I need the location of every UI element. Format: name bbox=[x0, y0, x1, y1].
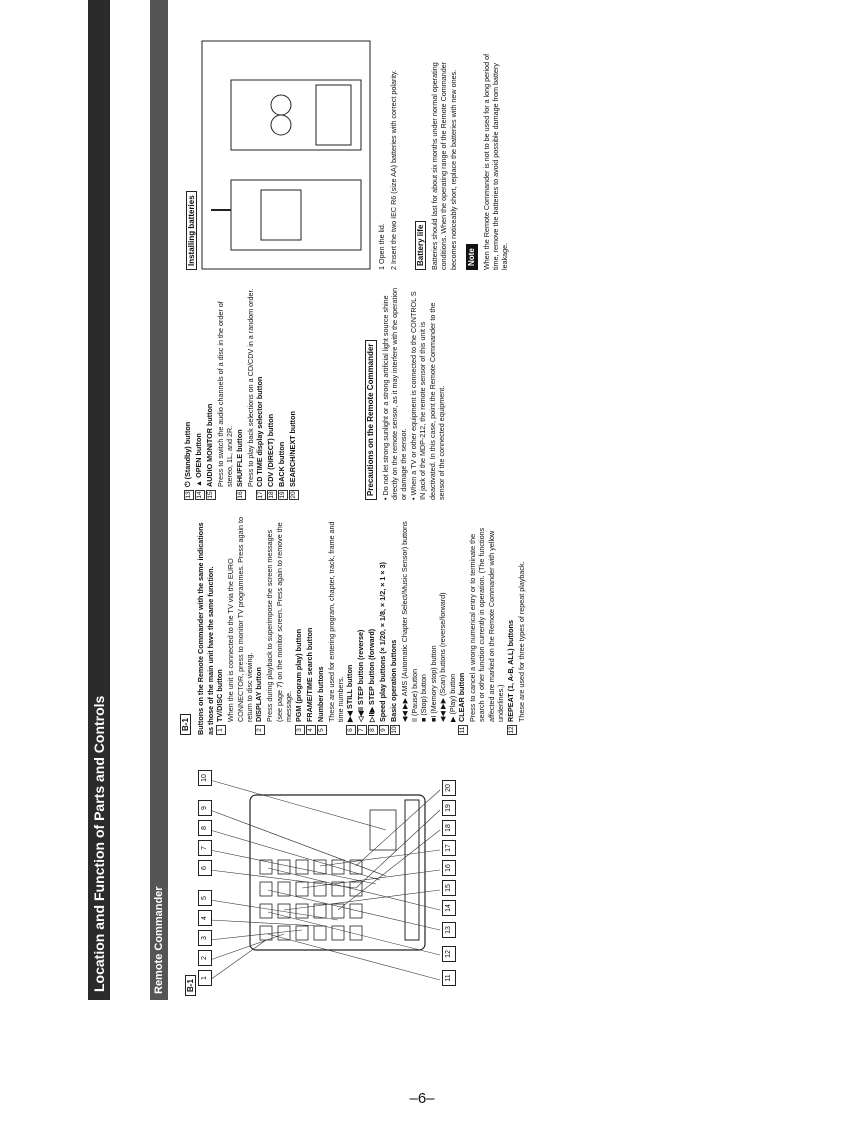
list-item: 15AUDIO MONITOR button Press to switch the audio channels of a disc in the order of stereo, 1L, and 2R. bbox=[205, 301, 235, 499]
list-item: 4FRAME/TIME search button bbox=[305, 515, 316, 735]
list-item: 20SEARCH/NEXT button bbox=[288, 411, 298, 499]
list-item: 19BACK button bbox=[277, 441, 287, 499]
callout-5: 5 bbox=[198, 890, 212, 906]
callout-3: 3 bbox=[198, 930, 212, 946]
list-item: 1TV/DISC button When the unit is connected to the TV via the EURO CONNECTOR, press to monitor TV programmes. Press again to return to disc viewing. bbox=[215, 515, 254, 735]
callout-11: 11 bbox=[442, 970, 456, 986]
callout-12: 12 bbox=[442, 946, 456, 962]
callout-18: 18 bbox=[442, 820, 456, 836]
section-title: Remote Commander bbox=[150, 0, 168, 1000]
list-item: 9Speed play buttons (× 1/20, × 1/8, × 1/2, × 1 × 3) bbox=[378, 515, 389, 735]
callout-1: 1 bbox=[198, 970, 212, 986]
list-item: 18CDV (DIRECT) button bbox=[266, 413, 276, 499]
list-item: 6▶◀ STILL button bbox=[345, 515, 356, 735]
list-item: 5Number buttons These are used for entering program, chapter, track, frame and time numbers. bbox=[316, 515, 346, 735]
list-item: 13⏻ (Standby) button bbox=[183, 421, 192, 499]
page-title: Location and Function of Parts and Controls bbox=[88, 0, 110, 1000]
callout-7: 7 bbox=[198, 840, 212, 856]
column-label: B-1 bbox=[180, 714, 191, 735]
remote-drawing bbox=[180, 750, 470, 1000]
list-item: 14▲ OPEN button bbox=[194, 433, 203, 499]
step-2: 2 Insert the two IEC R6 (size AA) batteries with correct polarity. bbox=[389, 70, 399, 270]
column-buttons-2 bbox=[183, 285, 446, 500]
basic-operation: 10Basic operation buttons ◀◀ ▶▶ AMS (Automatic Chapter Select/Music Sensor) buttons II (Pause) button ■ (Stop) button ■I (Memory stop) button ◀◀ ▶▶ (Scan) buttons (reverse/forward) ▶ (Play) button bbox=[389, 521, 457, 734]
precaution-item: • When a TV or other equipment is connected to the CONTROL S IN jack of the MDP-212, the remote sensor of this unit is deactivated. In this case, point the Remote Commander to the sensor of the connected equipment. bbox=[408, 291, 447, 500]
column-batteries bbox=[180, 40, 510, 270]
step-1: 1 Open the lid. bbox=[376, 223, 386, 270]
battery-life-text: Batteries should last for about six months under normal operating conditions. When the operating range of the Remote Commander becomes noticeably short, replace the batteries with new ones. bbox=[430, 61, 458, 270]
page-number: –6– bbox=[409, 1090, 435, 1107]
callout-13: 13 bbox=[442, 922, 456, 938]
note-badge: Note bbox=[466, 244, 477, 270]
precautions-heading: Precautions on the Remote Commander bbox=[365, 340, 376, 500]
list-item: 8▷II▶ STEP button (forward) bbox=[367, 515, 378, 735]
callout-4: 4 bbox=[198, 910, 212, 926]
intro-text: Buttons on the Remote Commander with the same indications as those of the main unit have the same function. bbox=[196, 522, 215, 735]
note-text: When the Remote Commander is not to be used for a long period of time, remove the batteries to avoid possible damage from battery leakage. bbox=[481, 53, 510, 270]
callout-15: 15 bbox=[442, 880, 456, 896]
rotated-sheet bbox=[88, 0, 845, 1000]
callout-9: 9 bbox=[198, 800, 212, 816]
battery-illustration bbox=[201, 40, 371, 270]
callout-16: 16 bbox=[442, 860, 456, 876]
column-buttons-1 bbox=[180, 515, 526, 735]
list-item: 3PGM (program play) button bbox=[294, 515, 305, 735]
callout-2: 2 bbox=[198, 950, 212, 966]
callout-8: 8 bbox=[198, 820, 212, 836]
list-item: 17CD TIME display selector button bbox=[255, 376, 265, 499]
callout-6: 6 bbox=[198, 860, 212, 876]
install-heading: Installing batteries bbox=[186, 191, 197, 270]
callout-10: 10 bbox=[198, 770, 212, 786]
callout-19: 19 bbox=[442, 800, 456, 816]
callout-20: 20 bbox=[442, 780, 456, 796]
list-item: 16SHUFFLE button Press to play back selections on a CD/CDV in a random order. bbox=[234, 288, 255, 499]
section-label: B-1 bbox=[180, 975, 198, 996]
remote-illustration bbox=[180, 750, 470, 1000]
callout-17: 17 bbox=[442, 840, 456, 856]
list-item: 2DISPLAY button Press during playback to superimpose the screen messages (see page 7) on the monitor screen. Press again to remove the message. bbox=[254, 515, 293, 735]
precaution-item: • Do not let strong sunlight or a strong artificial light source shine directly on the remote sensor, as it may interfere with the operation or damage the sensor. bbox=[380, 287, 409, 500]
list-item: 7◁◀II STEP button (reverse) bbox=[356, 515, 367, 735]
callout-14: 14 bbox=[442, 900, 456, 916]
list-item: 11CLEAR button Press to cancel a wrong numerical entry or to terminate the search or other function currently in operation. (The functions affected are marked on the Remote Commander with yellow underlines.) bbox=[456, 527, 506, 734]
battery-life-heading: Battery life bbox=[415, 221, 426, 270]
list-item: 12REPEAT (1, A-B, ALL) buttons These are used for three types of repeat playback. bbox=[505, 561, 526, 734]
